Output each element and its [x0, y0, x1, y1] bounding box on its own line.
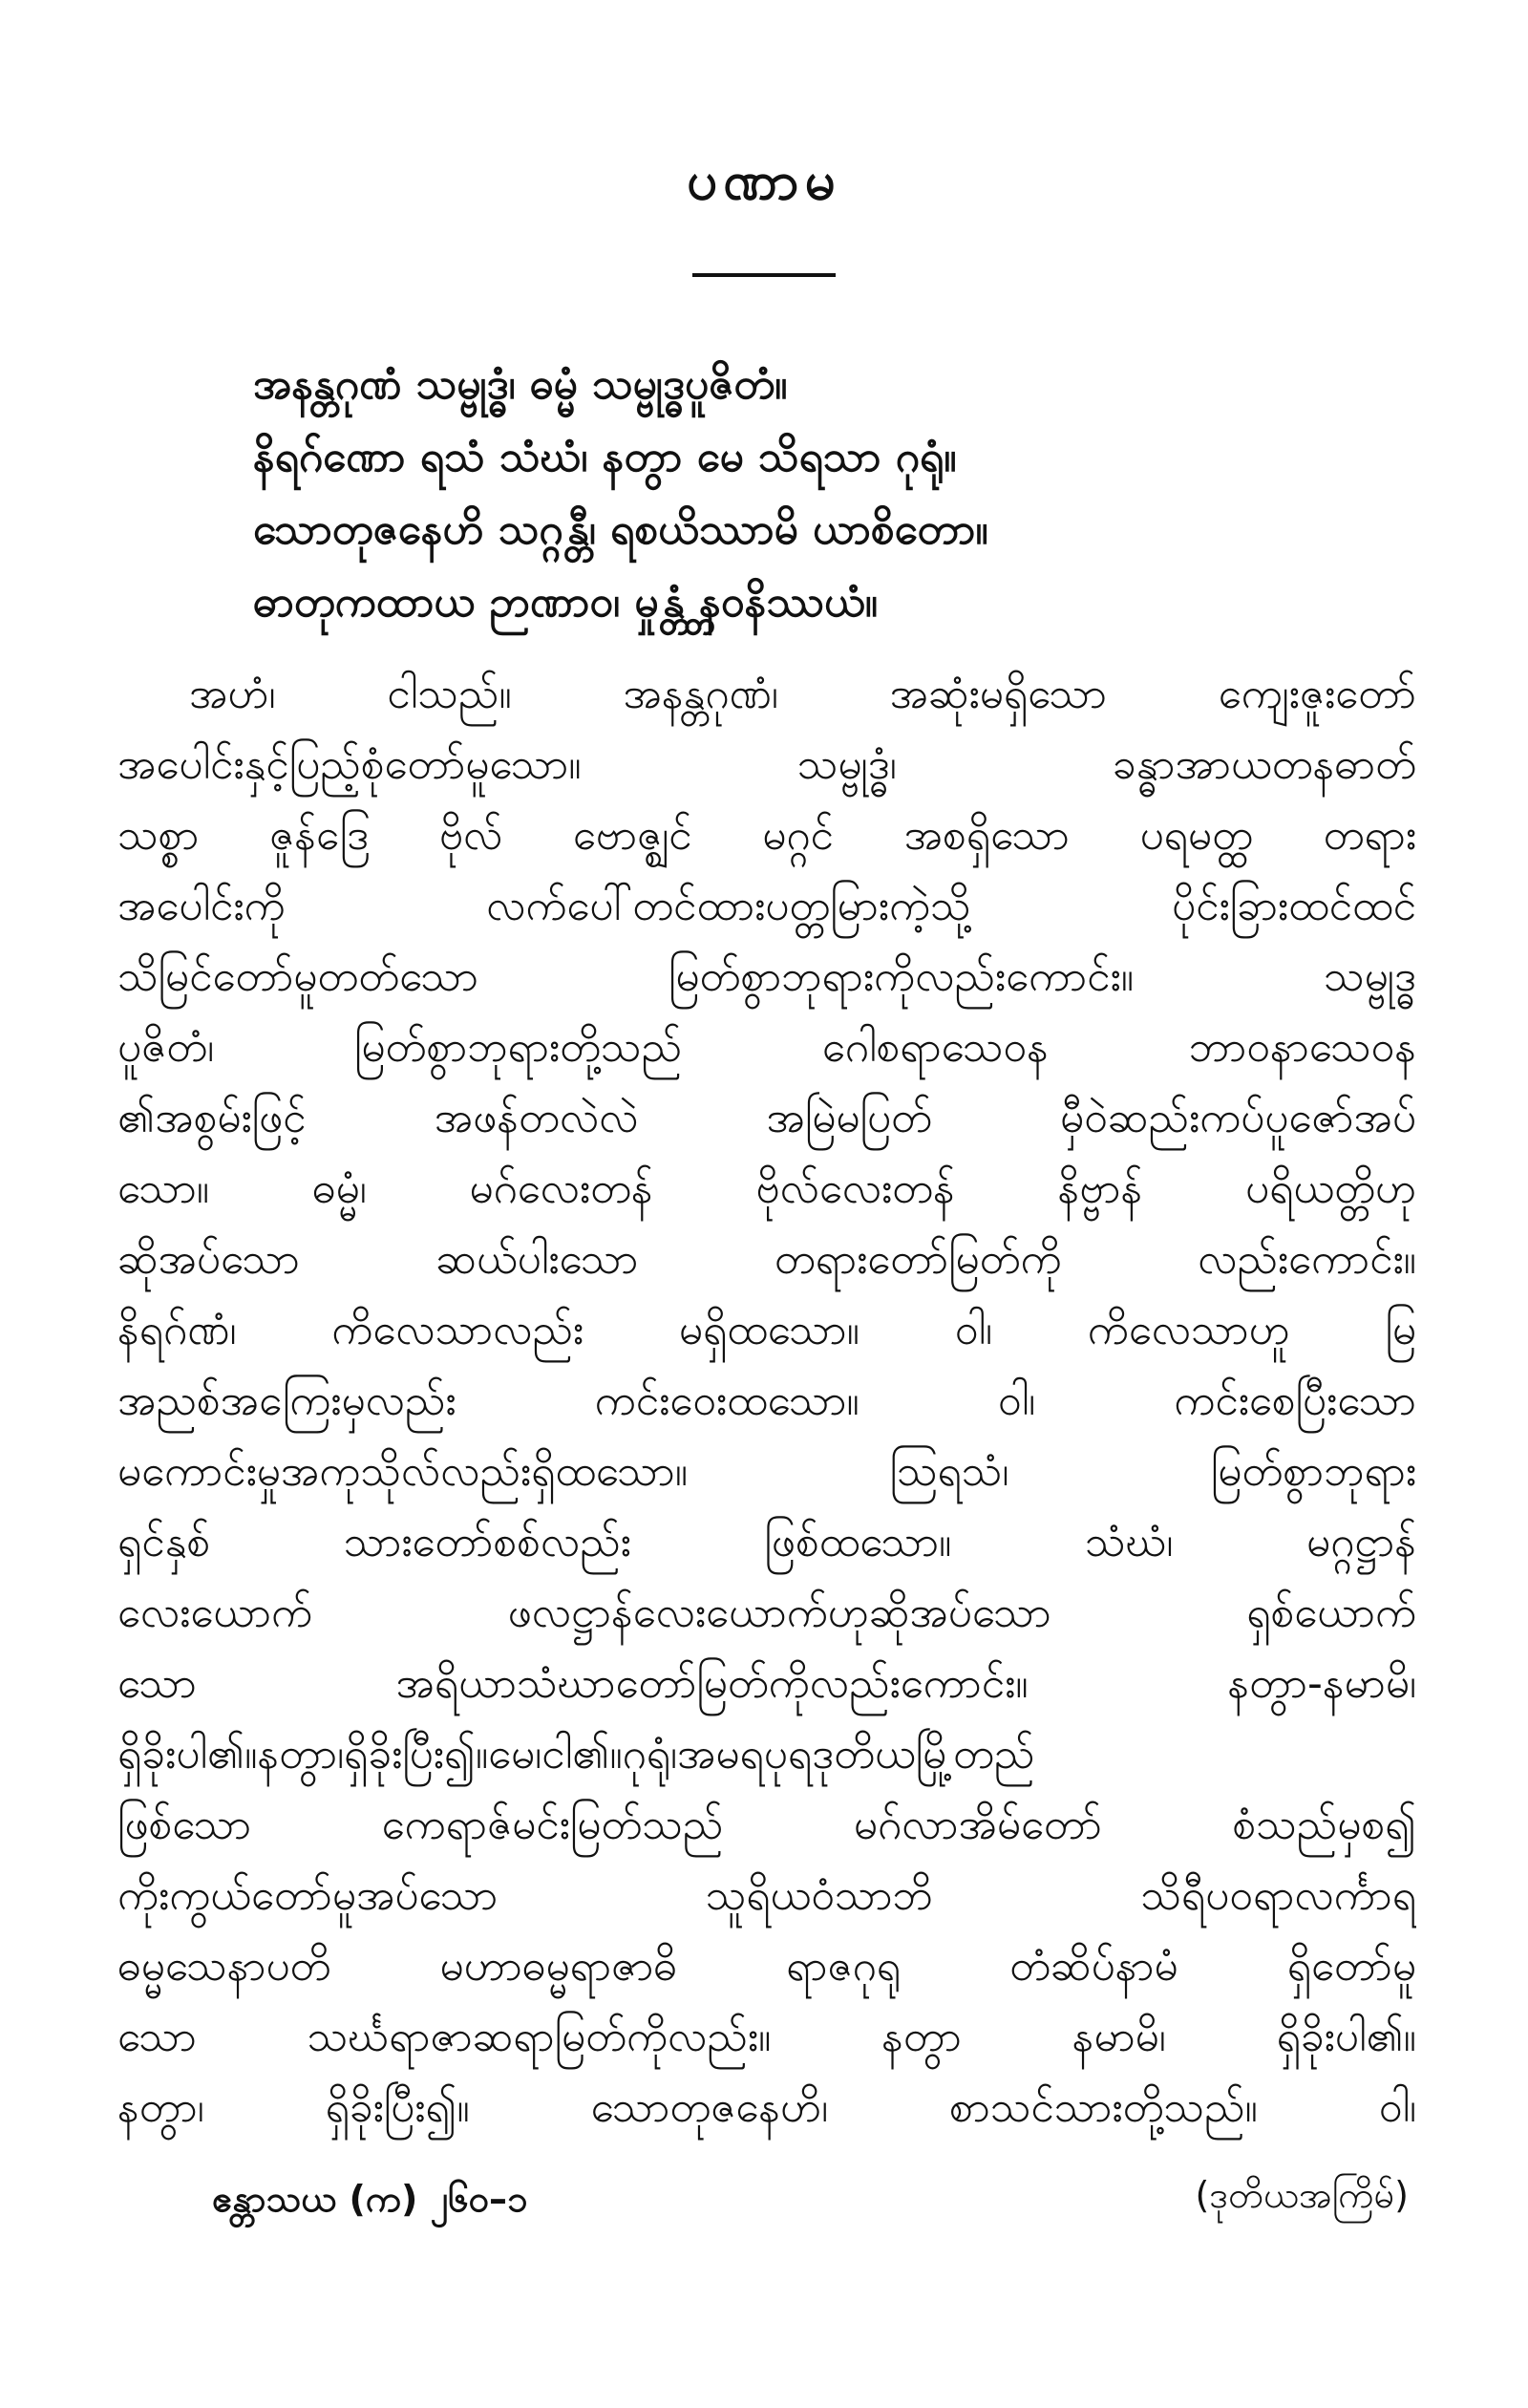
- body-line: ဖြစ်သော ကေရာဇ်မင်းမြတ်သည် မဂ်လာအိမ်တော် စံသည်မှစ၍: [117, 1801, 1416, 1849]
- verse-line: သောတုဇနေဟိ သဂ္ဂန္တီ၊ ရစယိဿာမိ ယာစိတော။: [253, 505, 988, 554]
- body-line: အညစ်အကြေးမှလည်း ကင်းဝေးထသော။ ဝါ၊ ကင်းစေပြီးသော: [117, 1376, 1416, 1425]
- body-line: ရှိခိုးပါ၏။နတွာ၊ရှိခိုးပြီး၍။မေ၊ငါ၏။ဂုရုံ၊အမရပုရဒုတိယမြို့တည်: [117, 1730, 1035, 1779]
- body-paragraph: [117, 659, 1416, 2143]
- body-line: သော အရိယာသံဃာတော်မြတ်ကိုလည်းကောင်း။ နတွာ-နမာမိ၊: [117, 1659, 1416, 1708]
- body-line: ၏အစွမ်းဖြင့် အဖန်တလဲလဲ အမြဲမပြတ် မှီဝဲဆည်းကပ်ပူဇော်အပ်: [117, 1094, 1416, 1142]
- body-line: ဆိုအပ်သော ဆယ်ပါးသော တရားတော်မြတ်ကို လည်းကောင်း။: [117, 1235, 1416, 1284]
- body-line: ရှင်နှစ် သားတော်စစ်လည်း ဖြစ်ထသော။ သံဃံ၊ မဂ္ဂဋ္ဌာန်: [117, 1518, 1416, 1566]
- page-heading: ပဏာမ: [687, 150, 841, 212]
- body-line: မကောင်းမှုအကုသိုလ်လည်းရှိထသော။ ဩရသံ၊ မြတ်စွာဘုရား: [117, 1447, 1416, 1496]
- opening-verse: [253, 349, 1399, 639]
- body-line: အဟံ၊ ငါသည်။ အနန္တဂုဏံ၊ အဆုံးမရှိသော ကျေးဇူးတော်: [189, 670, 1416, 718]
- footer-print-code: ဧန္တာသယ (က) ၂၆၀–၁: [212, 2178, 528, 2220]
- body-line: ဓမ္မသေနာပတိ မဟာဓမ္မရာဇာဓိ ရာဇဂုရု တံဆိပ်နာမံ ရှိတော်မူ: [117, 1942, 1416, 1991]
- body-line: အပေါင်းနှင့်ပြည့်စုံတော်မူသော။ သမ္ဗုဒ္ဓံ၊ ခန္ဓာအာယတနဓာတ်: [117, 740, 1416, 789]
- body-line: အပေါင်းကို လက်ပေါ်တင်ထားပတ္တမြားကဲ့သို့ ပိုင်းခြားထင်ထင်: [117, 882, 1416, 930]
- body-line: နိရဂ်ဏံ၊ ကိလေသာလည်း မရှိထသော။ ဝါ၊ ကိလေသာဟူ မြ: [117, 1306, 1416, 1354]
- heading-divider: [692, 273, 836, 277]
- verse-line: အနန္တဂုဏံ သမ္ဗုဒ္ဓံ၊ ဓမ္မံ သမ္ဗုဒ္ဓပူဇိတံ။: [253, 360, 788, 409]
- footer-edition: (ဒုတိယအကြိမ်): [1195, 2174, 1409, 2216]
- body-line: လေးယောက် ဖလဋ္ဌာန်လေးယောက်ဟုဆိုအပ်သော ရှစ်ယောက်: [117, 1588, 1416, 1637]
- body-line: ကိုးကွယ်တော်မူအပ်သော သူရိယဝံသာဘိ သိရီပဝရာလင်္ကာရ: [117, 1871, 1416, 1920]
- verse-line: နိရဂ်ဏော ရသံ သံဃံ၊ နတွာ မေ သိရသာ ဂုရုံ။: [253, 433, 957, 481]
- body-line: သစ္စာ ဇူန်ဒြေ ဗိုလ် ဗောဇ္ဈင် မဂ္ဂင် အစရှိသော ပရမတ္ထ တရား: [117, 811, 1416, 860]
- body-line: သော။ ဓမ္မံ၊ မဂ်လေးတန် ဗိုလ်လေးတန် နိဗ္ဗာန် ပရိယတ္တိဟု: [117, 1164, 1416, 1213]
- body-line: နတွာ၊ ရှိခိုးပြီး၍။ သောတုဇနေဟိ၊ စာသင်သားတို့သည်။ ဝါ၊: [117, 2083, 1416, 2132]
- body-line: သော သင်္ဃရာဇာဆရာမြတ်ကိုလည်း။ နတွာ နမာမိ၊ ရှိခိုးပါ၏။: [117, 2013, 1416, 2061]
- body-line: ပူဇိတံ၊ မြတ်စွာဘုရားတို့သည် ဂေါစရာသေဝန ဘာဝနာသေဝန: [117, 1023, 1416, 1072]
- body-line: သိမြင်တော်မူတတ်သော မြတ်စွာဘုရားကိုလည်းကောင်း။ သမ္ဗုဒ္ဓ: [117, 952, 1416, 1001]
- verse-line: ဓာတုကထာယ ဉာဏာဝ၊ မှုန္တ္တံ နဝနိဿယံ။: [253, 578, 879, 627]
